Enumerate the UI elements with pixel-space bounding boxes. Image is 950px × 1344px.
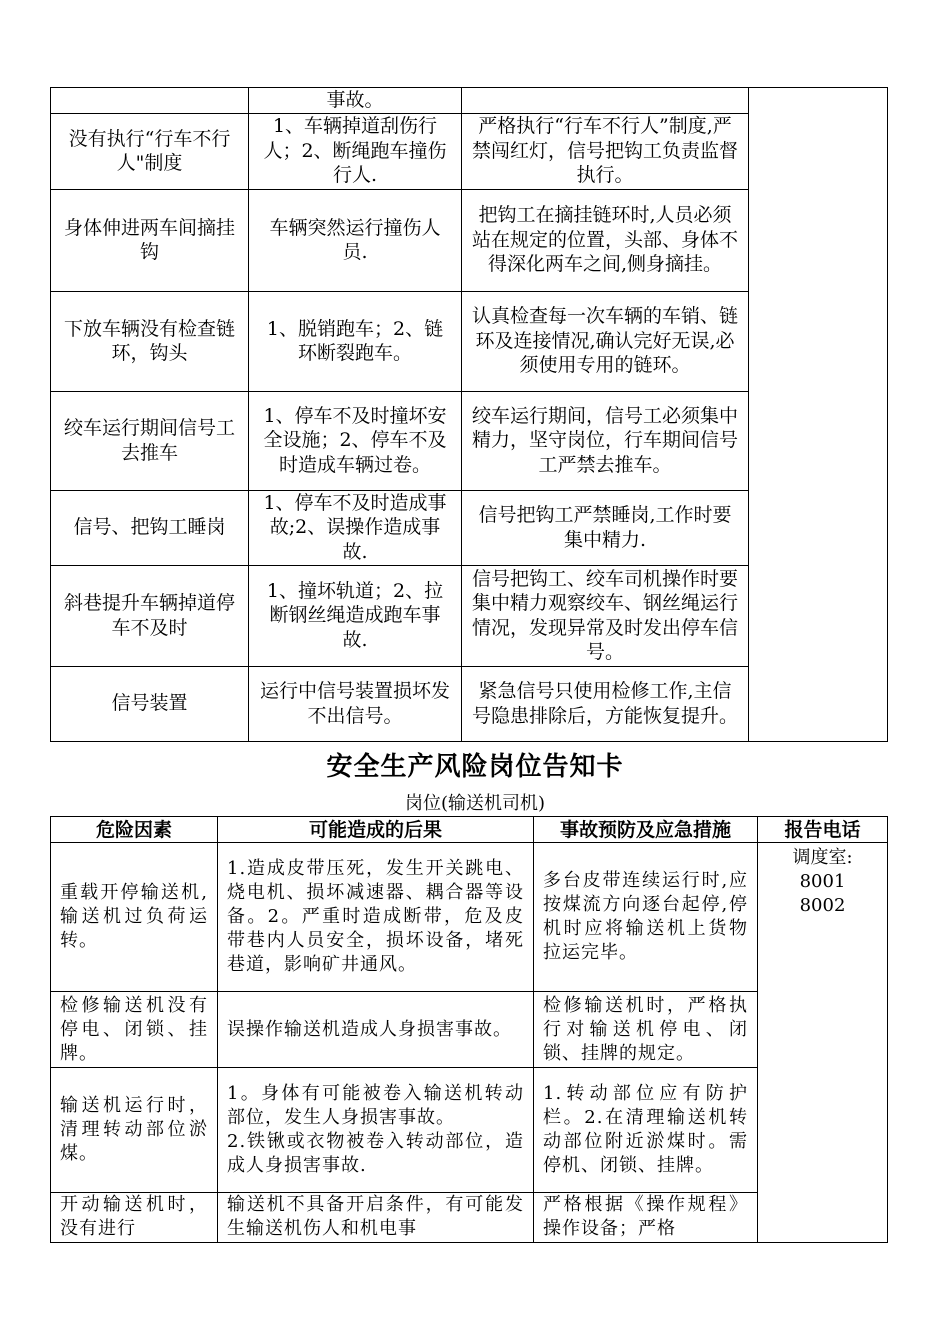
measure-cell: 把钩工在摘挂链环时,人员必须站在规定的位置，头部、身体不得深化两车之间,侧身摘挂。 [462,189,749,291]
consequence-cell: 误操作输送机造成人身损害事故。 [218,992,534,1068]
hazard-table-continued [50,87,888,742]
hazard-cell: 开动输送机时，没有进行 [51,1193,218,1243]
risk-card-table [50,816,888,1243]
consequence-cell: 运行中信号装置损坏发不出信号。 [249,666,462,741]
consequence-cell: 1、脱销跑车；2、链环断裂跑车。 [249,291,462,391]
header-consequence: 可能造成的后果 [218,817,534,843]
measure-cell: 绞车运行期间，信号工必须集中精力，坚守岗位，行车期间信号工严禁去推车。 [462,391,749,490]
consequence-cell: 输送机不具备开启条件，有可能发生输送机伤人和机电事 [218,1193,534,1243]
consequence-cell: 事故。 [249,88,462,114]
hazard-cell: 重载开停输送机,输送机过负荷运转。 [51,843,218,992]
phone-number: 8001 [799,871,846,892]
table-row [51,843,888,992]
post-label: 岗位(输送机司机) [404,793,546,814]
header-phone: 报告电话 [758,817,888,843]
hazard-cell: 输送机运行时，清理转动部位淤煤。 [51,1068,218,1193]
hazard-cell: 信号、把钩工睡岗 [51,490,249,565]
measure-cell: 多台皮带连续运行时,应按煤流方向逐台起停,停机时应将输送机上货物拉运完毕。 [534,843,758,992]
table-row [51,88,888,114]
hazard-cell: 检修输送机没有停电、闭锁、挂牌。 [51,992,218,1068]
measure-cell: 严格根据《操作规程》操作设备；严格 [534,1193,758,1243]
consequence-cell: 1、撞坏轨道；2、拉断钢丝绳造成跑车事故. [249,565,462,666]
measure-cell: 紧急信号只使用检修工作,主信号隐患排除后，方能恢复提升。 [462,666,749,741]
measure-cell: 认真检查每一次车辆的车销、链环及连接情况,确认完好无误,必须使用专用的链环。 [462,291,749,391]
hazard-cell [51,88,249,114]
card-title: 安全生产风险岗位告知卡 [326,752,624,782]
header-measure: 事故预防及应急措施 [534,817,758,843]
measure-cell: 信号把钩工、绞车司机操作时要集中精力观察绞车、钢丝绳运行情况，发现异常及时发出停车信号。 [462,565,749,666]
measure-cell: 严格执行“行车不行人”制度,严禁闯红灯，信号把钩工负责监督执行。 [462,113,749,189]
consequence-cell: 1、停车不及时撞坏安全设施；2、停车不及时造成车辆过卷。 [249,391,462,490]
consequence-cell: 1。身体有可能被卷入输送机转动部位，发生人身损害事故。 2.铁锹或衣物被卷入转动部位，造成人身损害事故. [218,1068,534,1193]
consequence-cell: 1、车辆掉道刮伤行人；2、断绳跑车撞伤行人. [249,113,462,189]
header-hazard: 危险因素 [51,817,218,843]
consequence-cell: 车辆突然运行撞伤人员. [249,189,462,291]
phone-cell [758,843,888,1243]
measure-cell: 1.转动部位应有防护栏。2.在清理输送机转动部位附近淤煤时。需停机、闭锁、挂牌。 [534,1068,758,1193]
hazard-cell: 绞车运行期间信号工去推车 [51,391,249,490]
measure-cell: 信号把钩工严禁睡岗,工作时要集中精力. [462,490,749,565]
consequence-cell: 1、停车不及时造成事故;2、误操作造成事故. [249,490,462,565]
table-header-row [51,817,888,843]
hazard-cell: 信号装置 [51,666,249,741]
measure-cell: 检修输送机时，严格执行对输送机停电、闭锁、挂牌的规定。 [534,992,758,1068]
dispatch-label: 调度室: [792,847,853,868]
consequence-cell: 1.造成皮带压死，发生开关跳电、烧电机、损坏减速器、耦合器等设备。2。严重时造成断带，危及皮带巷内人员安全，损坏设备，堵死巷道，影响矿井通风。 [218,843,534,992]
phone-cell-blank [749,88,888,742]
hazard-cell: 下放车辆没有检查链环，钩头 [51,291,249,391]
hazard-cell: 没有执行“行车不行人"制度 [51,113,249,189]
phone-number: 8002 [799,895,846,916]
hazard-cell: 斜巷提升车辆掉道停车不及时 [51,565,249,666]
hazard-cell: 身体伸进两车间摘挂钩 [51,189,249,291]
measure-cell [462,88,749,114]
